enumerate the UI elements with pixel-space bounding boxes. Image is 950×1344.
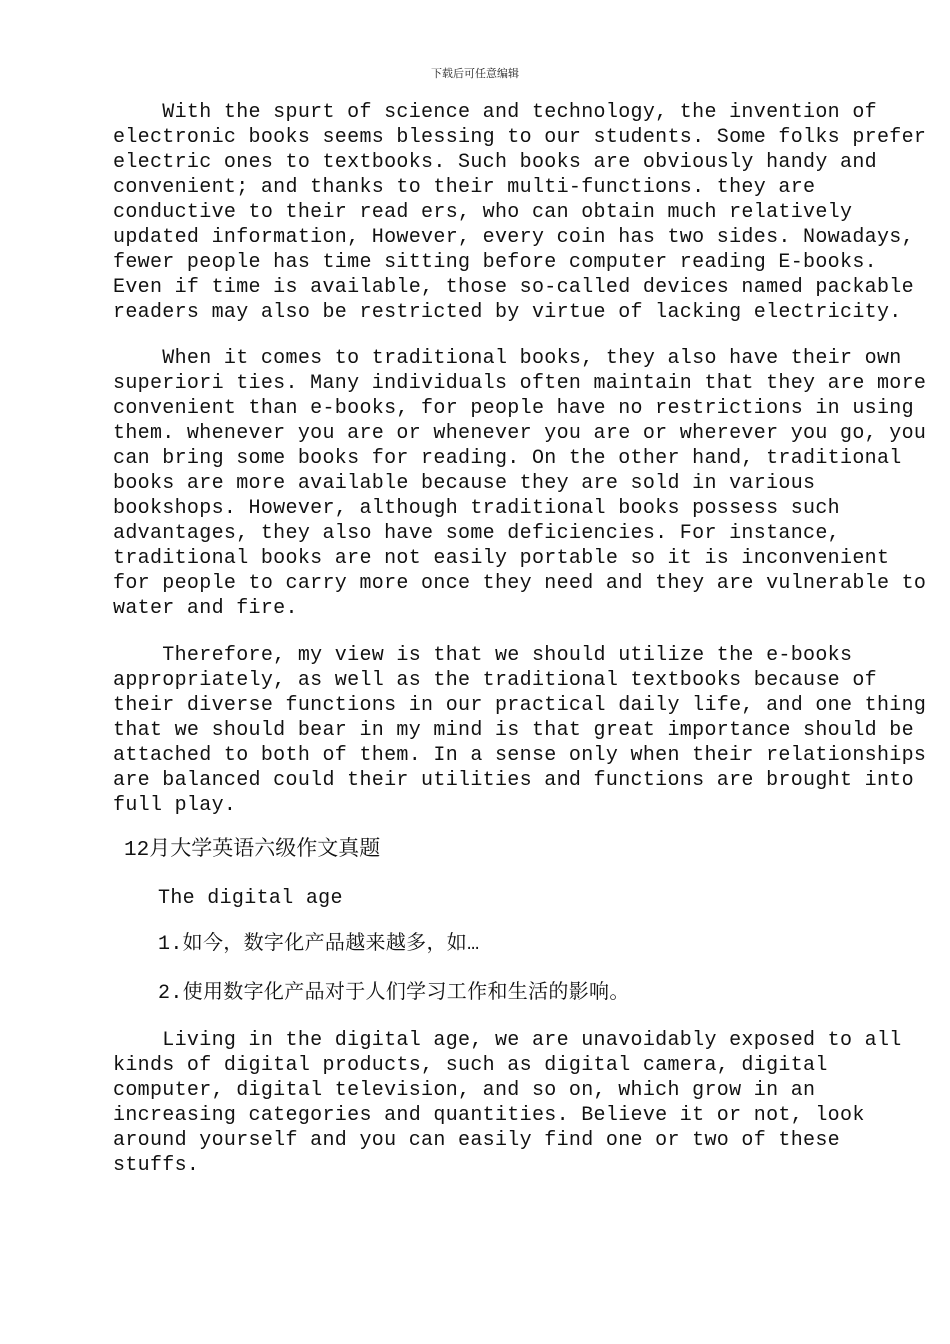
text-line: electronic books seems blessing to our students. Some folks prefer bbox=[113, 126, 927, 149]
text-line: are balanced could their utilities and functions are brought into bbox=[113, 769, 914, 792]
essay-title: The digital age bbox=[158, 887, 343, 910]
section-heading: 12月大学英语六级作文真题 bbox=[124, 839, 381, 862]
text-line: water and fire. bbox=[113, 597, 298, 620]
text-line: kinds of digital products, such as digital camera, digital bbox=[113, 1054, 828, 1077]
text-line: superiori ties. Many individuals often maintain that they are more bbox=[113, 372, 927, 395]
text-line: stuffs. bbox=[113, 1154, 200, 1177]
text-line: bookshops. However, although traditional books possess such bbox=[113, 497, 840, 520]
paragraph-digital-age bbox=[113, 1028, 902, 1178]
text-line: books are more available because they are sold in various bbox=[113, 472, 816, 495]
text-line: readers may also be restricted by virtue of lacking electricity. bbox=[113, 301, 902, 324]
text-line: convenient; and thanks to their multi-functions. they are bbox=[113, 176, 816, 199]
text-line: increasing categories and quantities. Believe it or not, look bbox=[113, 1104, 865, 1127]
text-line: Therefore, my view is that we should utilize the e-books bbox=[113, 644, 853, 667]
paragraph-conclusion bbox=[113, 643, 927, 818]
page-header: 下载后可任意编辑 bbox=[431, 67, 519, 80]
text-line: attached to both of them. In a sense only when their relationships bbox=[113, 744, 927, 767]
text-line: convenient than e-books, for people have no restrictions in using bbox=[113, 397, 914, 420]
text-line: advantages, they also have some deficiencies. For instance, bbox=[113, 522, 840, 545]
text-line: updated information, However, every coin has two sides. Nowadays, bbox=[113, 226, 914, 249]
text-line: computer, digital television, and so on, which grow in an bbox=[113, 1079, 816, 1102]
text-line: them. whenever you are or whenever you are or wherever you go, you bbox=[113, 422, 927, 445]
text-line: electric ones to textbooks. Such books are obviously handy and bbox=[113, 151, 877, 174]
text-line: When it comes to traditional books, they also have their own bbox=[113, 347, 902, 370]
text-line: around yourself and you can easily find one or two of these bbox=[113, 1129, 840, 1152]
paragraph-traditional-books bbox=[113, 346, 927, 621]
paragraph-ebooks bbox=[113, 100, 927, 325]
text-line: appropriately, as well as the traditional textbooks because of bbox=[113, 669, 877, 692]
text-line: Living in the digital age, we are unavoidably exposed to all bbox=[113, 1029, 902, 1052]
text-line: full play. bbox=[113, 794, 237, 817]
text-line: Even if time is available, those so-called devices named packable bbox=[113, 276, 914, 299]
text-line: their diverse functions in our practical daily life, and one thing bbox=[113, 694, 927, 717]
essay-prompt-2: 2.使用数字化产品对于人们学习工作和生活的影响。 bbox=[158, 982, 630, 1005]
text-line: conductive to their read ers, who can obtain much relatively bbox=[113, 201, 853, 224]
text-line: With the spurt of science and technology, the invention of bbox=[113, 101, 877, 124]
text-line: for people to carry more once they need and they are vulnerable to bbox=[113, 572, 927, 595]
text-line: can bring some books for reading. On the other hand, traditional bbox=[113, 447, 902, 470]
essay-prompt-1: 1.如今，数字化产品越来越多，如… bbox=[158, 933, 480, 956]
text-line: traditional books are not easily portable so it is inconvenient bbox=[113, 547, 890, 570]
text-line: fewer people has time sitting before computer reading E-books. bbox=[113, 251, 877, 274]
text-line: that we should bear in my mind is that great importance should be bbox=[113, 719, 914, 742]
